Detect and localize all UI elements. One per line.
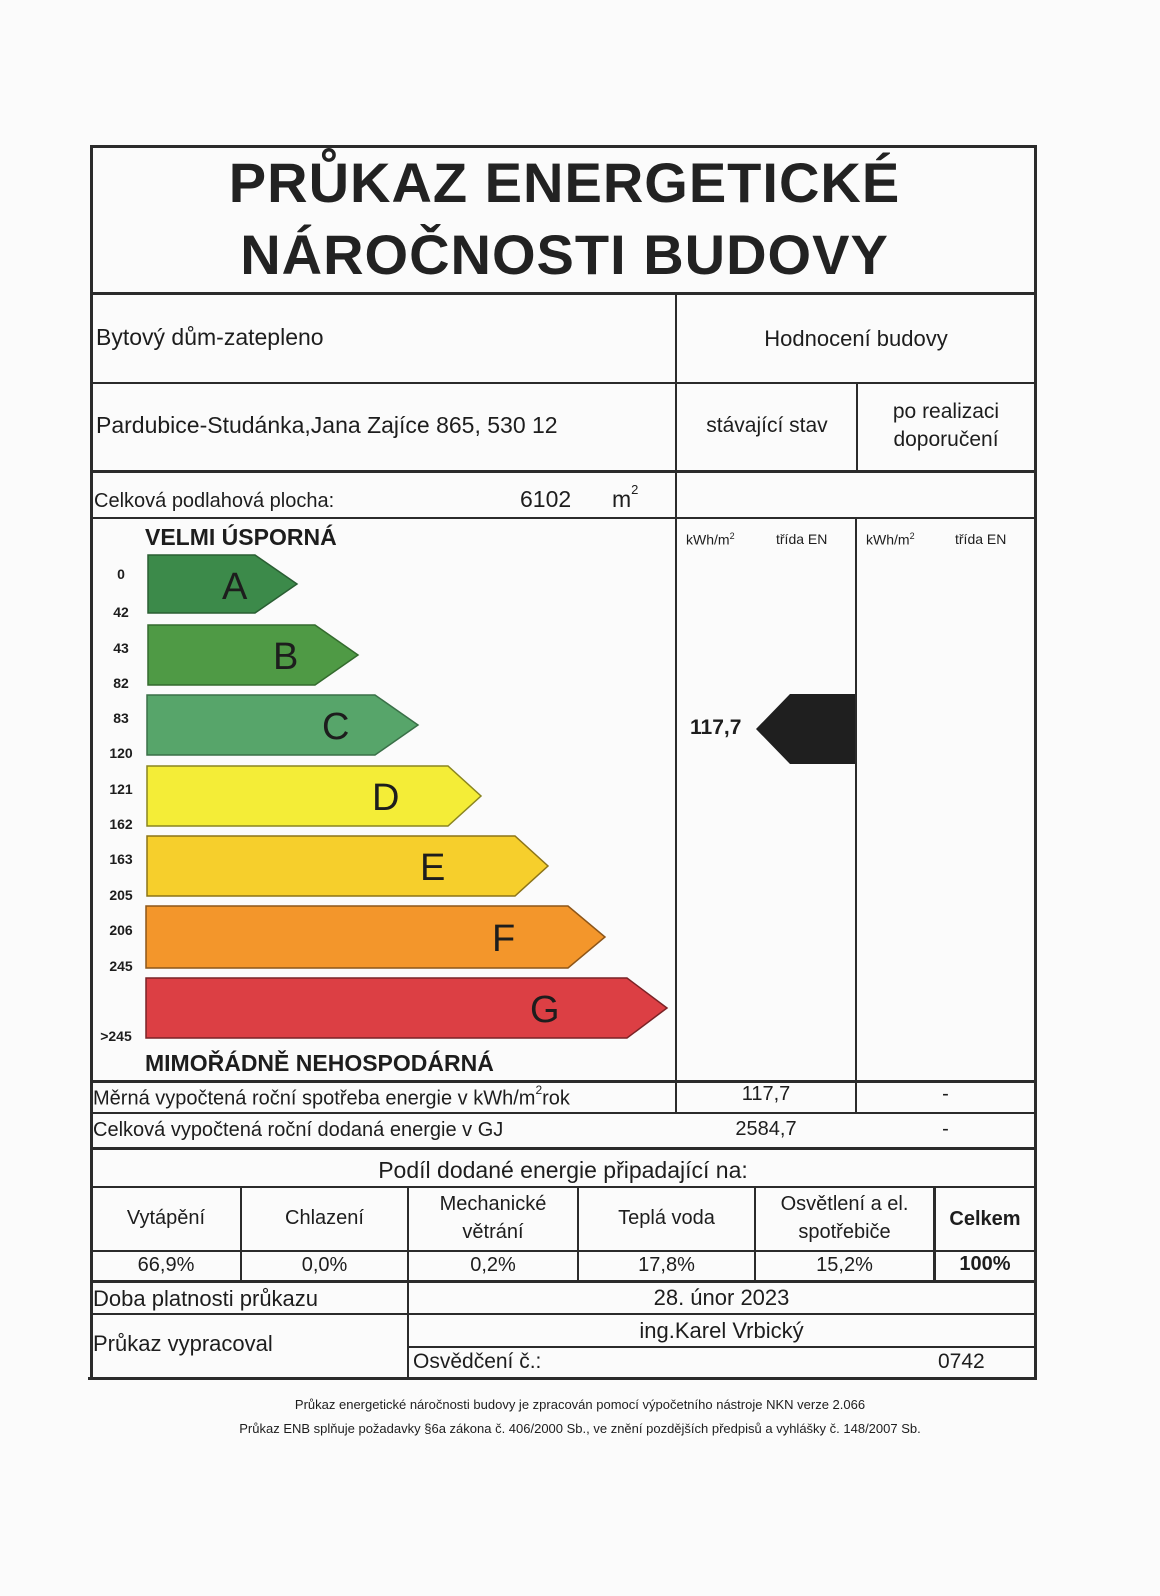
share-value-heating: 66,9% [137,1254,195,1276]
share-value-lighting: 15,2% [816,1254,873,1276]
current-rating-value: 117,7 [690,716,742,739]
class-letter-b: B [273,636,299,678]
specific-consumption-after: - [942,1083,949,1105]
current-class-indicator [756,694,855,764]
certificate-label: Osvědčení č.: [413,1350,542,1373]
range-g-from: >245 [100,1028,132,1044]
range-a-to: 42 [113,604,129,620]
class-arrow-b [148,625,358,685]
floor-area-label: Celková podlahová plocha: [94,490,335,512]
range-c-to: 120 [109,745,133,761]
scale-top-label: VELMI ÚSPORNÁ [145,524,337,550]
specific-consumption-current: 117,7 [741,1083,791,1105]
building-address: Pardubice-Studánka,Jana Zajíce 865, 530 12 [96,412,558,438]
footer-line-1: Průkaz energetické náročnosti budovy je zpracován pomocí výpočetního nástroje NKN verze 2.066 [294,1397,866,1412]
class-letter-g: G [530,989,560,1031]
footer-line-2: Průkaz ENB splňuje požadavky §6a zákona č. 406/2000 Sb., ve znění pozdějších předpisů a vyhlášky č. 148/2007 Sb. [239,1421,921,1436]
class-letter-a: A [222,566,248,608]
floor-area-unit: $m^2$ [612,482,639,512]
share-label-heating: Vytápění [126,1207,206,1229]
total-energy-label: Celková vypočtená roční dodaná energie v GJ [93,1119,504,1141]
share-label-total: Celkem [949,1208,1021,1230]
share-value-hot-water: 17,8% [638,1254,695,1276]
title-line-2: NÁROČNOSTI BUDOVY [240,223,889,286]
class-letter-c: C [322,706,350,748]
current-state-label: stávající stav [706,414,828,437]
validity-value: 28. únor 2023 [653,1285,790,1310]
certificate-number: 0742 [938,1350,985,1373]
title-line-1: PRŮKAZ ENERGETICKÉ [228,151,901,214]
validity-label: Doba platnosti průkazu [93,1286,319,1311]
range-f-from: 206 [109,922,133,938]
class-letter-d: D [372,777,400,819]
share-value-ventilation: 0,2% [470,1254,516,1276]
class-arrow-c [147,695,418,755]
specific-consumption-label: Měrná vypočtená roční spotřeba energie v kWh/$m^2rok$ [93,1083,570,1110]
after-recommendation-label-2: doporučení [893,428,999,451]
share-label-ventilation-2: větrání [462,1221,524,1243]
share-label-cooling: Chlazení [285,1207,364,1229]
share-label-lighting-2: spotřebiče [798,1221,891,1243]
range-e-to: 205 [109,887,133,903]
total-energy-after: - [942,1118,949,1140]
share-header: Podíl dodané energie připadající na: [378,1157,748,1183]
range-b-from: 43 [113,640,129,656]
range-e-from: 163 [109,851,133,867]
class-arrow-g [146,978,667,1038]
scale-bottom-label: MIMOŘÁDNĚ NEHOSPODÁRNÁ [145,1050,494,1076]
class-arrow-e [147,836,548,896]
range-d-from: 121 [109,781,133,797]
after-unit-header: kWh/$m^2$ [866,531,915,548]
building-type: Bytový dům-zatepleno [96,324,324,350]
share-label-lighting-1: Osvětlení a el. [780,1193,909,1215]
total-energy-current: 2584,7 [735,1118,797,1140]
class-arrow-d [147,766,481,826]
floor-area-value: 6102 [520,486,572,512]
current-unit-header: kWh/$m^2$ [686,531,735,548]
range-d-to: 162 [109,816,133,832]
range-a-from: 0 [117,566,125,582]
share-label-hot-water: Teplá voda [618,1207,715,1229]
after-recommendation-label-1: po realizaci [892,400,1000,423]
range-c-from: 83 [113,710,129,726]
author-name: ing.Karel Vrbický [639,1318,804,1343]
after-class-header: třída EN [955,531,1007,547]
class-letter-e: E [420,847,446,889]
share-value-cooling: 0,0% [301,1254,348,1276]
share-value-total: 100% [959,1253,1011,1275]
class-letter-f: F [492,918,516,960]
current-class-header: třída EN [776,531,828,547]
share-label-ventilation-1: Mechanické [439,1193,547,1215]
range-f-to: 245 [109,958,133,974]
author-label: Průkaz vypracoval [93,1331,273,1356]
range-b-to: 82 [113,675,129,691]
class-arrow-f [146,906,605,968]
rating-header: Hodnocení budovy [764,326,948,351]
